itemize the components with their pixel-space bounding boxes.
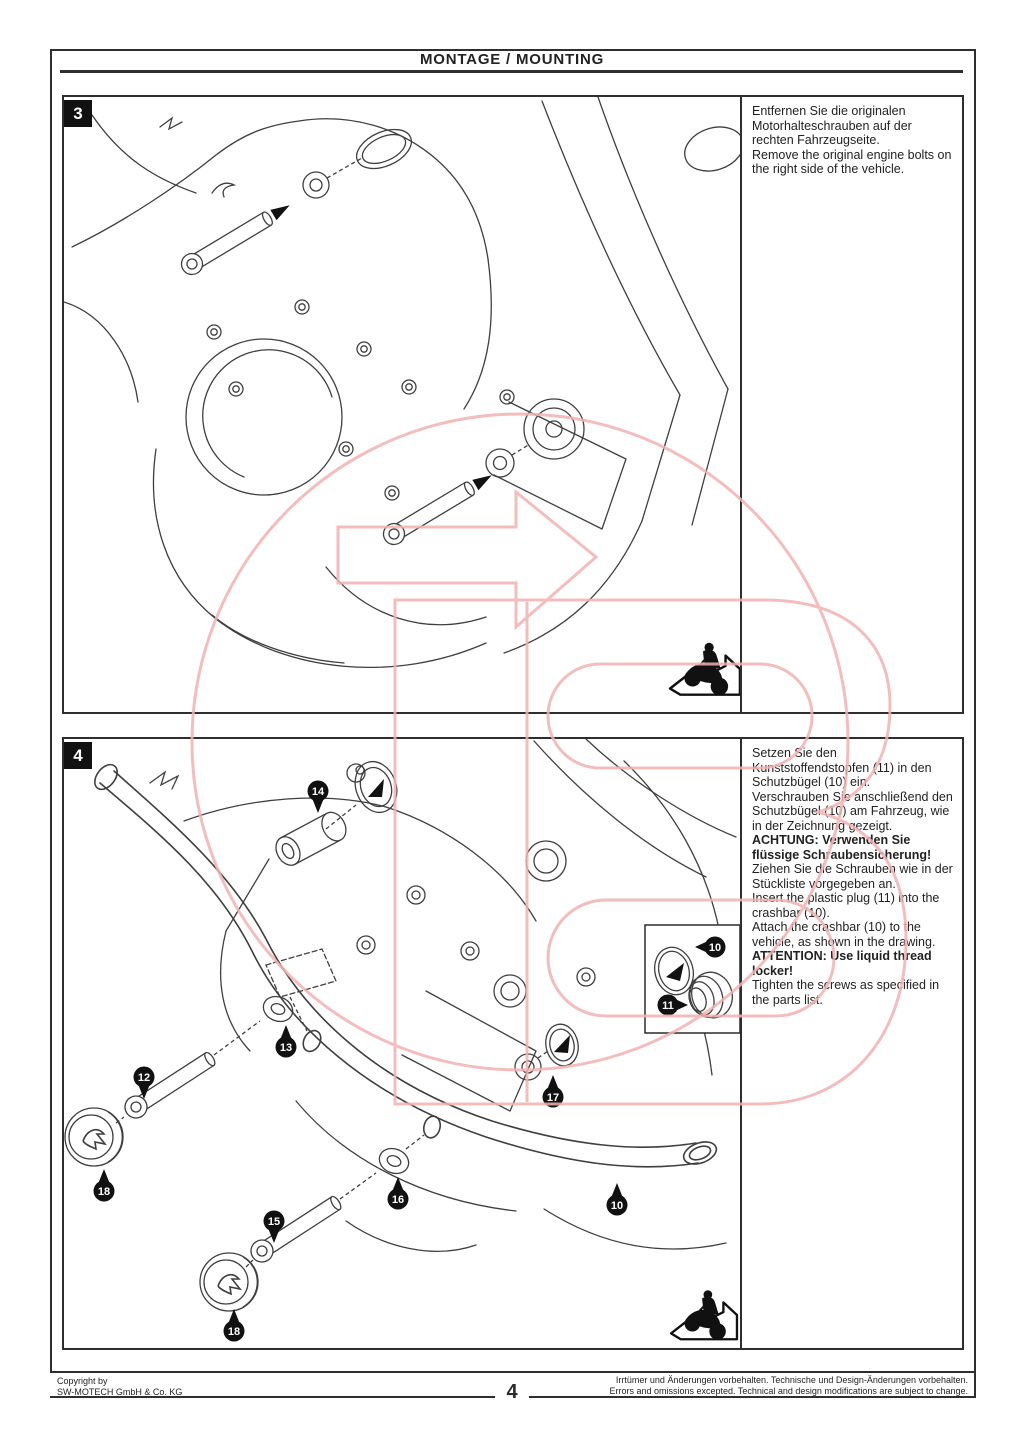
copyright — [57, 1376, 182, 1397]
step-4-badge: 4 — [64, 742, 92, 769]
callout-14 — [308, 781, 329, 814]
engine-bolt-lower — [380, 444, 530, 548]
step-4-en-p2: Attach the crashbar (10) to the vehicle, as shown in the drawing. — [752, 920, 936, 949]
insert-arrow-icon — [554, 1035, 570, 1053]
step-4-de-p3: Ziehen Sie die Schrauben wie in der Stückliste vorgegeben an. — [752, 862, 953, 891]
removal-arrow-icon — [472, 470, 494, 490]
step-3-instructions — [742, 97, 962, 712]
step-4-de-warning: ACHTUNG: Verwenden Sie flüssige Schraubensicherung! — [752, 833, 932, 862]
spacer-14-assembly — [271, 756, 403, 870]
disclaimer-en: Errors and omissions excepted. Technical and design modifications are subject to change. — [609, 1385, 968, 1396]
copyright-line2: SW-MOTECH GmbH & Co. KG — [57, 1386, 183, 1397]
disclaimer-de: Irrtümer und Änderungen vorbehalten. Technische und Design-Änderungen vorbehalten. — [615, 1375, 968, 1385]
callout-10-bar — [607, 1183, 628, 1216]
step-4-en-p3: Tighten the screws as specified in the parts list. — [752, 978, 940, 1007]
step-3-text-en: Remove the original engine bolts on the right side of the vehicle. — [752, 147, 952, 176]
engine-bolt-upper — [178, 122, 418, 279]
svg-text:17: 17 — [546, 1092, 560, 1104]
callout-15 — [264, 1211, 285, 1244]
crashbar-tube — [90, 760, 722, 1168]
svg-text:10: 10 — [610, 1200, 624, 1212]
engine-line-art — [64, 97, 740, 667]
svg-text:10: 10 — [708, 942, 722, 954]
copyright-line1: Copyright by — [57, 1376, 108, 1386]
motorcycle-direction-icon — [670, 643, 740, 695]
step-4-en-warning: ATTENTION: Use liquid thread locker! — [752, 949, 932, 978]
step-3-badge: 3 — [64, 100, 92, 127]
header-rule — [60, 70, 963, 73]
removal-arrow-icon — [270, 200, 292, 220]
inset-detail-box — [645, 925, 740, 1033]
svg-text:18: 18 — [227, 1326, 241, 1338]
svg-text:11: 11 — [662, 1000, 674, 1012]
step-4-de-p2: Verschrauben Sie anschließend den Schutzbügel (10) am Fahrzeug, wie in der Zeichnung gezeigt. — [752, 789, 953, 833]
page-number: 4 — [495, 1381, 529, 1404]
cap-18-a — [65, 1108, 123, 1166]
crashbar-drawing-step-4 — [64, 739, 740, 1348]
step-4-panel — [62, 737, 964, 1350]
svg-text:15: 15 — [267, 1216, 281, 1228]
step-4-instructions — [742, 739, 962, 1348]
callout-18a — [94, 1169, 115, 1202]
svg-text:16: 16 — [391, 1194, 405, 1206]
step-4-en-p1: Insert the plastic plug (11) into the crashbar (10). — [752, 891, 940, 920]
page-title: MONTAGE / MOUNTING — [419, 51, 605, 68]
svg-text:18: 18 — [97, 1186, 111, 1198]
insert-arrow-icon — [368, 779, 384, 797]
callout-18b — [224, 1309, 245, 1342]
step-3-text-de: Entfernen Sie die originalen Motorhalteschrauben auf der rechten Fahrzeugseite. — [752, 104, 912, 147]
bolt-12-assembly — [65, 992, 308, 1166]
bolt-15-assembly — [200, 1135, 424, 1311]
callout-17 — [543, 1075, 564, 1108]
engine-drawing-step-3 — [64, 97, 740, 712]
washer-17-assembly — [515, 1021, 582, 1080]
disclaimer — [609, 1375, 968, 1396]
callouts — [94, 781, 628, 1342]
svg-text:14: 14 — [311, 786, 325, 798]
step-4-de-p1: Setzen Sie den Kunststoffendstopfen (11) in den Schutzbügel (10) ein. — [752, 746, 932, 789]
callout-12 — [134, 1067, 155, 1100]
svg-text:13: 13 — [279, 1042, 293, 1054]
cap-18-b — [200, 1253, 258, 1311]
motorcycle-direction-icon — [671, 1290, 737, 1339]
svg-text:12: 12 — [137, 1072, 151, 1084]
callout-13 — [276, 1025, 297, 1058]
footer-right-border — [974, 1373, 976, 1398]
step-3-panel — [62, 95, 964, 714]
